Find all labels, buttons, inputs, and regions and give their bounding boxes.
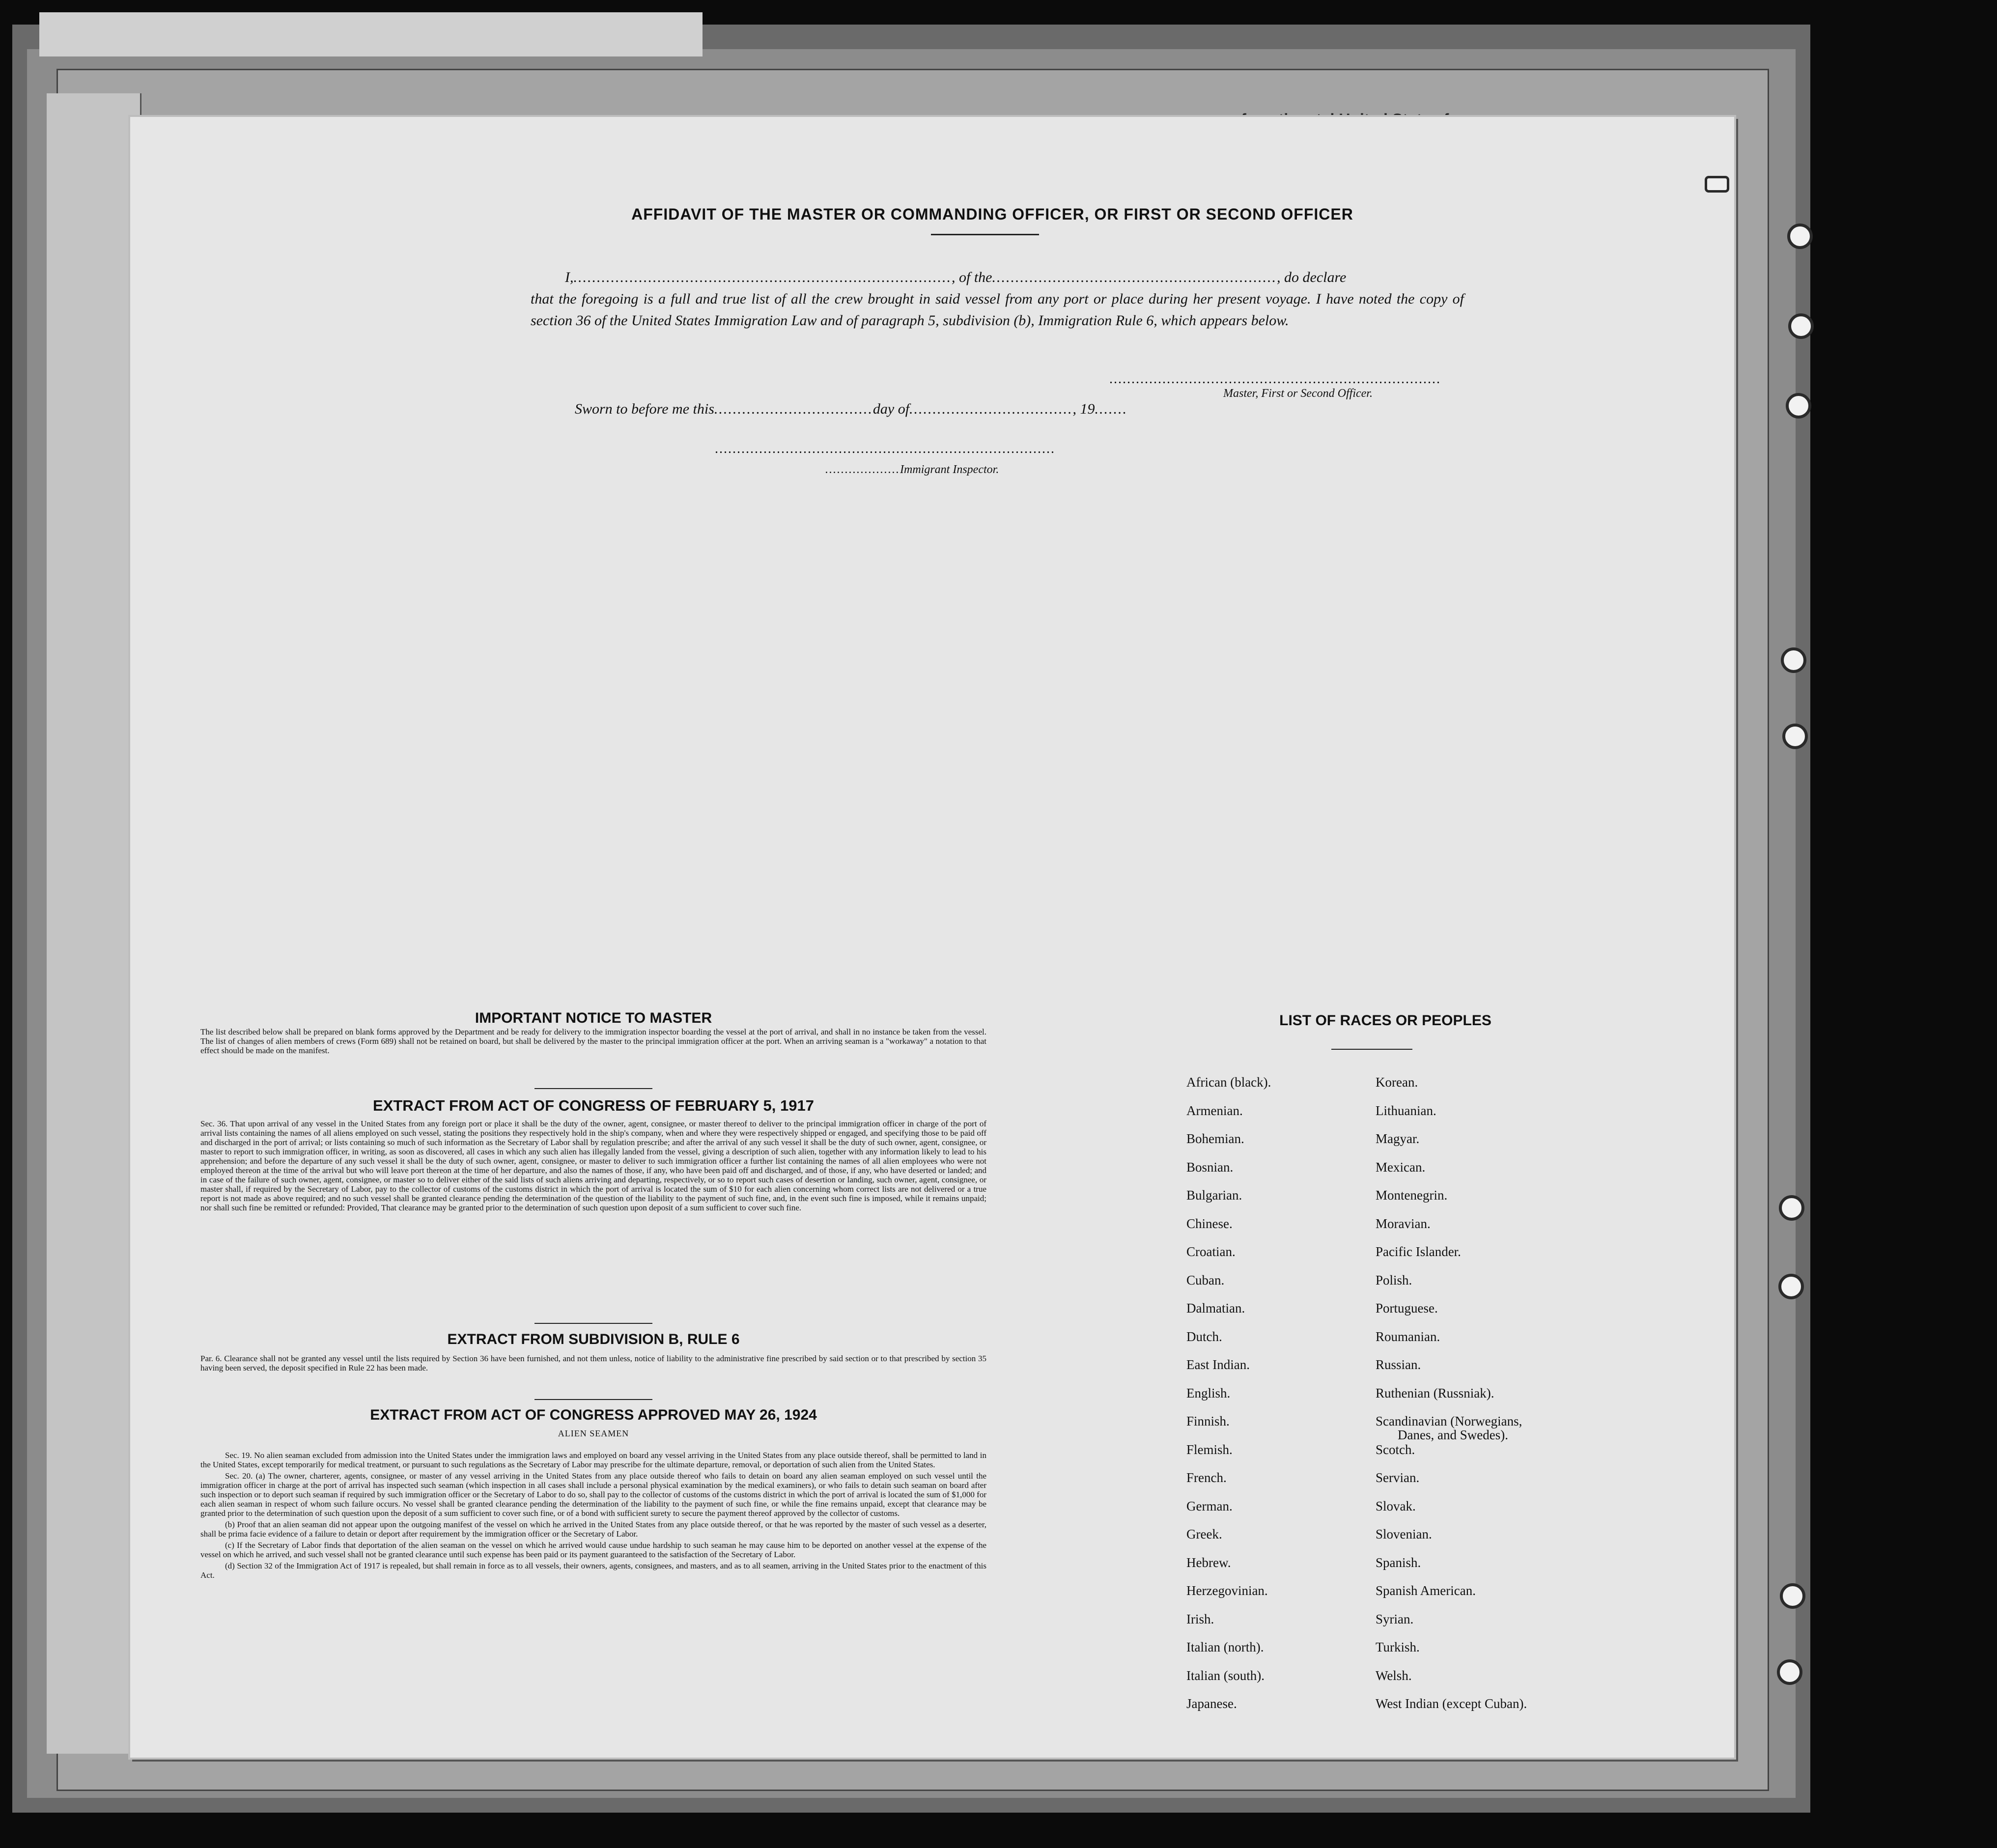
race-item: Pacific Islander. — [1376, 1244, 1461, 1259]
affidavit-text — [531, 267, 1464, 332]
race-item: Welsh. — [1376, 1668, 1412, 1683]
races-title: LIST OF RACES OR PEOPLES — [1279, 1012, 1491, 1029]
race-item: West Indian (except Cuban). — [1376, 1696, 1527, 1711]
race-item: Korean. — [1376, 1075, 1418, 1090]
race-item: Polish. — [1376, 1272, 1412, 1288]
notice-title: IMPORTANT NOTICE TO MASTER — [475, 1010, 712, 1026]
inspector-line — [825, 463, 999, 476]
subdivision-b-text: Par. 6. Clearance shall not be granted any vessel until the lists required by Section 36 have been furnished, and not them unless, notice of liability to the administrative fine prescribed by said section or to that prescribed by section 35 having been served, the deposit specified in Rule 22 has been made. — [200, 1354, 986, 1372]
race-item: Greek. — [1186, 1527, 1222, 1541]
race-item: Turkish. — [1376, 1640, 1420, 1654]
race-item: Scandinavian (Norwegians, — [1376, 1414, 1522, 1428]
race-item: Italian (north). — [1186, 1640, 1264, 1654]
race-item: Danes, and Swedes). — [1398, 1428, 1508, 1442]
race-item: Irish. — [1186, 1611, 1214, 1626]
master-signature-label: Master, First or Second Officer. — [1223, 387, 1373, 400]
divider — [931, 234, 1039, 235]
background-sheet-edge — [39, 12, 703, 56]
extract-1924-paragraph: Sec. 20. (a) The owner, charterer, agents, consignee, or master of any vessel arriving in the United States from any place outside thereof who fails to detain on board any alien seaman employed on such vessel until the immigration officer in charge at the port of arrival has inspected such seaman (which inspection in all cases shall include a personal physical examination by the medical examiners), or who fails to detain such seaman on board after such inspection or to deport such seaman if required by such immigration officer or the Secretary of Labor to do so, shall pay to the collector of customs of the customs district in which the port of arrival is located the sum of $1,000 for each alien seaman in respect of whom such failure occurs. No vessel shall be granted clearance pending the determination of the liability to the payment of such fine, or while the fine remains unpaid, except that clearance may be granted prior to the determination of such question upon the deposit of a sum sufficient to cover such fine, or of a bond with sufficient surety to secure the payment thereof approved by the collector of customs. — [200, 1471, 986, 1518]
binder-hole — [1782, 724, 1808, 749]
extract-1917-text: Sec. 36. That upon arrival of any vessel in the United States from any foreign port or place it shall be the duty of the owner, agent, consignee, or master thereof to deliver to the principal immigration officer in charge of the port of arrival lists containing the names of all aliens employed on such vessel, stating the positions they respectively hold in the ship's company, when and where they were respectively shipped or engaged, and specifying those to be paid off and discharged in the port of arrival; or lists containing so much of such information as the Secretary of Labor shall by regulation prescribe; and after the arrival of any such vessel it shall be the duty of such owner, agent, consignee, or master to report to such immigration officer, in writing, as soon as discovered, all cases in which any such alien has illegally landed from the vessel, giving a description of such alien, together with any information likely to lead to his apprehension; and before the departure of any such vessel it shall be the duty of such owner, agent, consignee, or master to deliver to such immigration officer a further list containing the names of all alien employees who were not employed thereon at the time of the arrival but who will leave port thereon at the time of her departure, and also the names of those, if any, who have been paid off and discharged, and of those, if any, who have deserted or landed; and in case of the failure of such owner, agent, consignee, or master so to deliver either of the said lists of such aliens arriving and departing, respectively, or so to report such cases of desertion or landing, such owner, agent, consignee, or master shall, if required by the Secretary of Labor, pay to the collector of customs of the customs district in which the port of arrival is located the sum of $10 for each alien concerning whom correct lists are not delivered or a true report is not made as above required; and no such vessel shall be granted clearance pending the determination of the question of the liability to the payment of such fine, and, in the event such fine is imposed, while it remains unpaid; nor shall such fine be remitted or refunded: Provided, That clearance may be granted prior to the determination of such question upon deposit of a sum sufficient to cover such fine. — [200, 1119, 986, 1212]
sworn-day-label: day of — [872, 401, 910, 417]
race-item: Croatian. — [1186, 1244, 1236, 1259]
race-item: Cuban. — [1186, 1272, 1225, 1288]
extract-1924-paragraph: (c) If the Secretary of Labor finds that deportation of the alien seaman on the vessel on which he arrived would cause undue hardship to such seaman he may cause him to be deported on another vessel at the expense of the vessel on which he arrived, and such vessel shall not be granted clearance until such expense has been paid or its payment guaranteed to the satisfaction of the Secretary of Labor. — [200, 1540, 986, 1559]
vessel-blank[interactable]: ............................................................. — [992, 269, 1277, 285]
divider — [534, 1399, 652, 1400]
race-item: Mexican. — [1376, 1159, 1426, 1175]
background-sheet-strip — [47, 93, 141, 1754]
race-item: Bohemian. — [1186, 1131, 1244, 1146]
binder-hole — [1705, 176, 1729, 193]
binder-hole — [1777, 1659, 1802, 1685]
master-signature-line[interactable]: ........................................................................... — [1109, 371, 1441, 387]
divider — [1331, 1049, 1412, 1050]
binder-hole — [1786, 393, 1811, 419]
race-item: English. — [1186, 1385, 1231, 1400]
affidavit-statement: that the foregoing is a full and true list of all the crew brought in said vessel from any port or place during her present voyage. I have noted the copy of section 36 of the United States Immigration Law and of paragraph 5, subdivision (b), Immigration Rule 6, which appears below. — [531, 291, 1464, 329]
manifest-page — [130, 117, 1734, 1758]
race-item: Magyar. — [1376, 1131, 1420, 1146]
race-item: Moravian. — [1376, 1216, 1431, 1231]
sworn-day-blank[interactable]: .................................. — [714, 401, 873, 417]
sworn-year-blank[interactable]: ....... — [1095, 401, 1128, 417]
race-item: Roumanian. — [1376, 1329, 1440, 1344]
divider — [534, 1323, 652, 1324]
race-item: Montenegrin. — [1376, 1188, 1448, 1203]
binder-hole — [1778, 1274, 1804, 1299]
race-item: Bulgarian. — [1186, 1188, 1242, 1203]
race-item: French. — [1186, 1470, 1227, 1485]
sworn-line — [575, 401, 1127, 418]
race-item: Syrian. — [1376, 1611, 1414, 1626]
race-item: Russian. — [1376, 1357, 1421, 1372]
race-item: Italian (south). — [1186, 1668, 1265, 1683]
inspector-label: Immigrant Inspector. — [900, 463, 999, 476]
affidavit-of: , of the — [952, 269, 992, 285]
inspector-signature-line[interactable]: ............................................................................. — [715, 441, 1055, 456]
race-item: Flemish. — [1186, 1442, 1233, 1457]
affidavit-title: AFFIDAVIT OF THE MASTER OR COMMANDING OFFICER, OR FIRST OR SECOND OFFICER — [631, 205, 1353, 223]
race-item: Chinese. — [1186, 1216, 1233, 1231]
name-blank[interactable]: ................................................................................. — [573, 269, 952, 285]
race-item: East Indian. — [1186, 1357, 1250, 1372]
race-item: Spanish. — [1376, 1555, 1421, 1570]
race-item: African (black). — [1186, 1075, 1271, 1090]
race-item: Herzegovinian. — [1186, 1583, 1268, 1598]
binder-hole — [1788, 313, 1814, 339]
extract-1924-title: EXTRACT FROM ACT OF CONGRESS APPROVED MAY 26, 1924 — [370, 1407, 817, 1423]
race-item: Japanese. — [1186, 1696, 1237, 1711]
race-item: Armenian. — [1186, 1103, 1243, 1118]
race-item: Bosnian. — [1186, 1159, 1234, 1175]
race-item: Hebrew. — [1186, 1555, 1231, 1570]
sworn-month-blank[interactable]: ................................... — [909, 401, 1073, 417]
race-item: Scotch. — [1376, 1442, 1415, 1457]
race-item: Dalmatian. — [1186, 1301, 1245, 1316]
race-item: Lithuanian. — [1376, 1103, 1436, 1118]
race-item: Ruthenian (Russniak). — [1376, 1385, 1494, 1400]
race-item: Dutch. — [1186, 1329, 1222, 1344]
race-item: Portuguese. — [1376, 1301, 1438, 1316]
race-item: Spanish American. — [1376, 1583, 1476, 1598]
extract-1924-paragraph: Sec. 19. No alien seaman excluded from admission into the United States under the immigration laws and employed on board any vessel arriving in the United States from any place outside thereof, shall be permitted to land in the United States, except temporarily for medical treatment, or pursuant to such regulations as the Secretary of Labor may prescribe for the ultimate departure, removal, or deportation of such alien from the United States. — [200, 1451, 986, 1469]
extract-1924-paragraph: (d) Section 32 of the Immigration Act of 1917 is repealed, but shall remain in force as to all vessels, their owners, agents, consignees, and masters, and as to all seamen, arriving in the United States prior to the enactment of this Act. — [200, 1561, 986, 1580]
race-item: Slovenian. — [1376, 1527, 1432, 1541]
binder-hole — [1779, 1195, 1804, 1221]
race-item: Servian. — [1376, 1470, 1420, 1485]
sworn-prefix: Sworn to before me this — [575, 401, 714, 417]
sworn-year-label: , 19 — [1072, 401, 1095, 417]
binder-hole — [1781, 647, 1806, 673]
affidavit-declare: , do declare — [1277, 269, 1347, 285]
binder-hole — [1780, 1583, 1805, 1609]
extract-1924-subtitle: ALIEN SEAMEN — [558, 1428, 629, 1438]
race-item: Finnish. — [1186, 1414, 1230, 1428]
inspector-blank[interactable]: ................... — [825, 463, 900, 476]
affidavit-i: I, — [565, 269, 574, 285]
notice-text: The list described below shall be prepared on blank forms approved by the Department and be ready for delivery to the immigration inspector boarding the vessel at the port of arrival, and shall in no instance be taken from the vessel. The list of changes of alien members of crews (Form 689) shall not be retained on board, but shall be delivered by the master to the principal immigration officer at the port. When an arriving seaman is a "workaway" a notation to that effect should be made on the manifest. — [200, 1027, 986, 1055]
race-item: German. — [1186, 1498, 1233, 1513]
subdivision-b-title: EXTRACT FROM SUBDIVISION B, RULE 6 — [447, 1331, 740, 1347]
extract-1917-title: EXTRACT FROM ACT OF CONGRESS OF FEBRUARY 5, 1917 — [373, 1097, 814, 1114]
extract-1924-paragraph: (b) Proof that an alien seaman did not appear upon the outgoing manifest of the vessel on which he arrived in the United States from any place outside thereof, or that he was reported by the master of such vessel as a deserter, shall be prima facie evidence of a failure to detain or deport after requirement by the immigration officer or the Secretary of Labor. — [200, 1520, 986, 1539]
extract-1924-text — [200, 1451, 986, 1582]
divider — [534, 1088, 652, 1089]
binder-hole — [1787, 224, 1813, 249]
race-item: Slovak. — [1376, 1498, 1416, 1513]
